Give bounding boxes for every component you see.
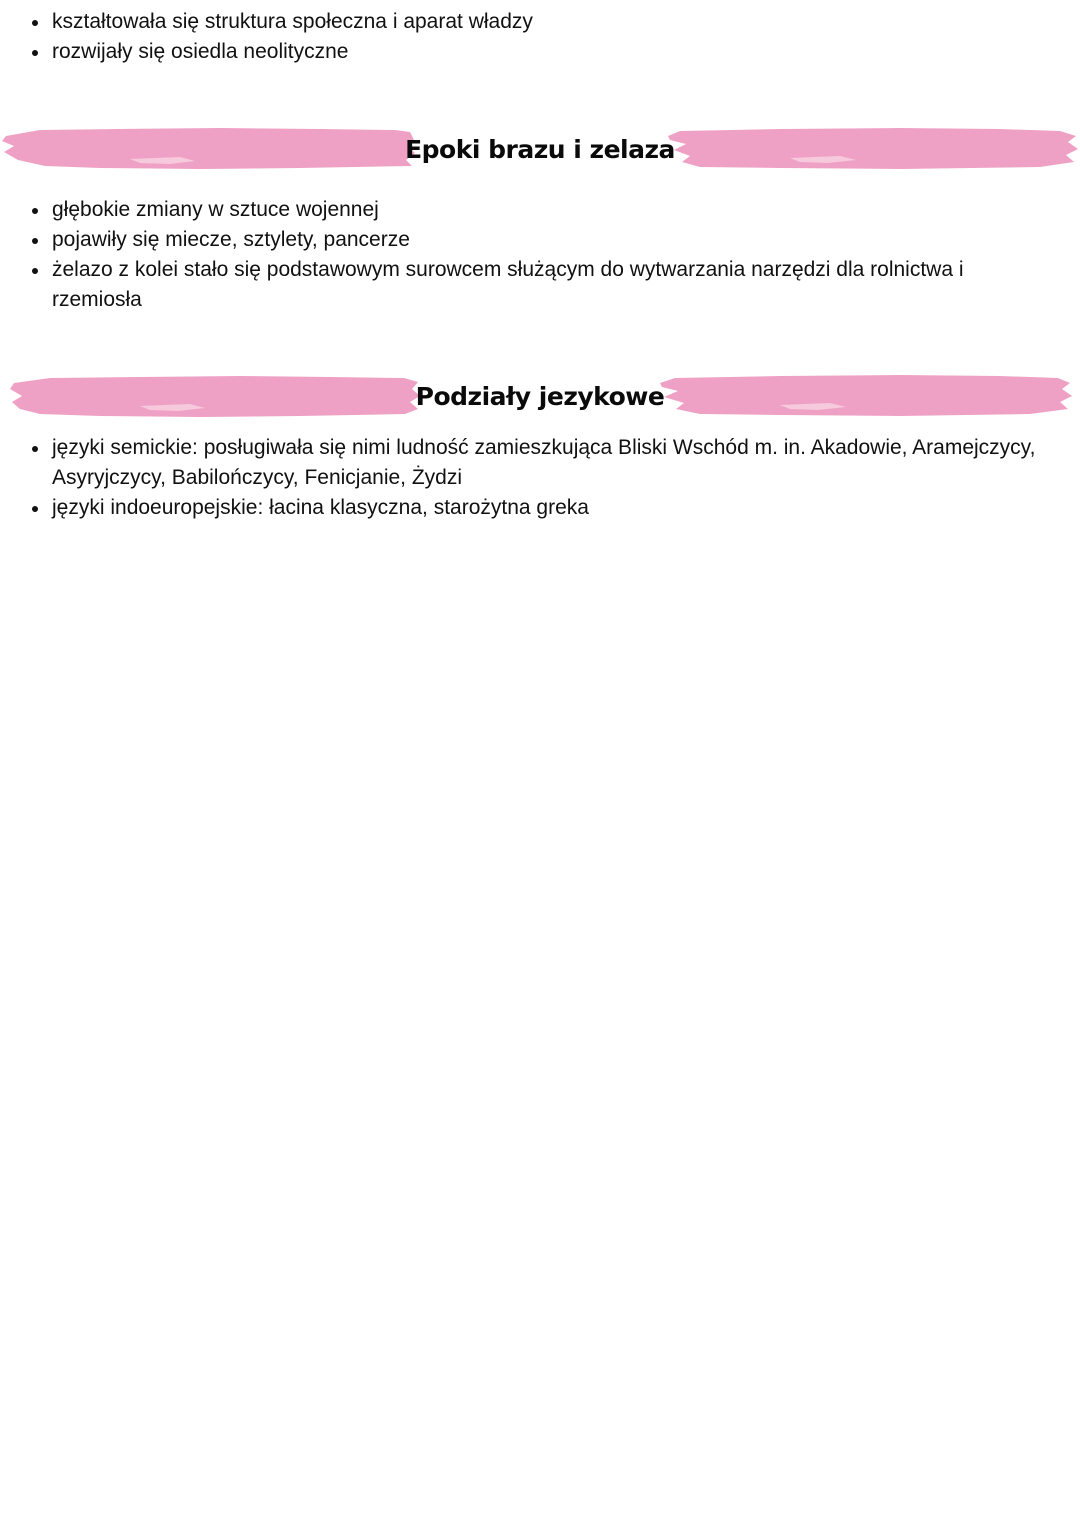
section-header-bronze-iron: [0, 120, 1080, 180]
section-header-languages: [0, 367, 1080, 427]
list-item: pojawiły się miecze, sztylety, pancerze: [28, 225, 1038, 255]
list-item: języki indoeuropejskie: łacina klasyczna, starożytna greka: [28, 493, 1038, 523]
section-title: Epoki brazu i zelaza: [405, 135, 675, 164]
list-item: kształtowała się struktura społeczna i aparat władzy: [28, 7, 1038, 37]
list-item: języki semickie: posługiwała się nimi ludność zamieszkująca Bliski Wschód m. in. Akadowie, Aramejczycy, Asyryjczycy, Babilończycy, Fenicjanie, Żydzi: [28, 433, 1038, 493]
list-item: głębokie zmiany w sztuce wojennej: [28, 195, 1038, 225]
languages-bullet-list: [28, 433, 1038, 523]
intro-bullet-list: [28, 7, 1038, 67]
list-item: żelazo z kolei stało się podstawowym surowcem służącym do wytwarzania narzędzi dla rolnictwa i rzemiosła: [28, 255, 1038, 315]
section-title: Podziały jezykowe: [415, 382, 665, 411]
list-item: rozwijały się osiedla neolityczne: [28, 37, 1038, 67]
bronze-iron-bullet-list: [28, 195, 1038, 315]
